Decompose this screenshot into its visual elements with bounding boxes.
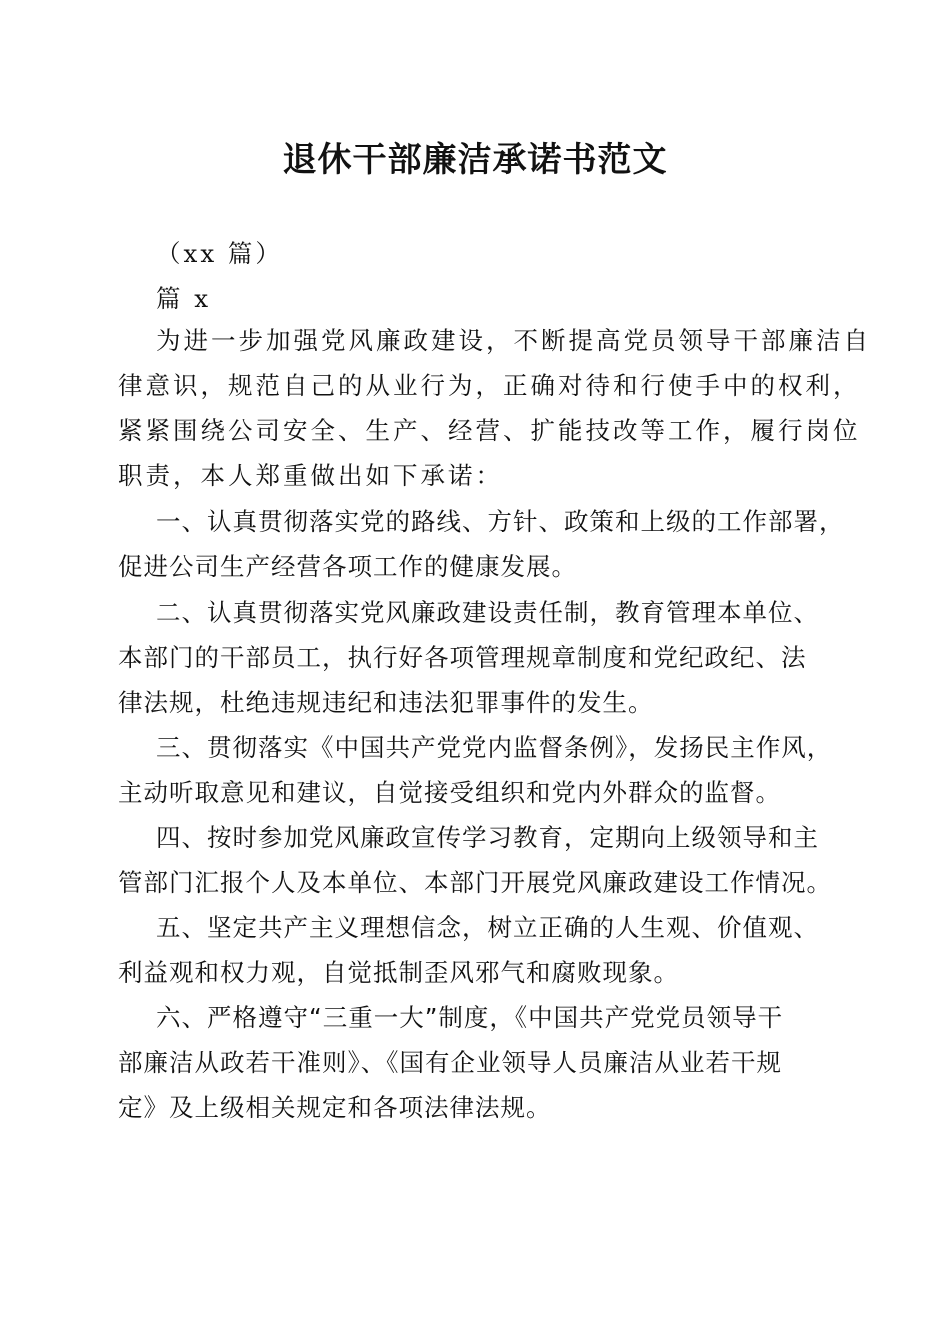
commitment-line: 四、按时参加党风廉政宣传学习教育，定期向上级领导和主 — [156, 823, 819, 852]
commitment-line: 三、贯彻落实《中国共产党党内监督条例》，发扬民主作风， — [156, 733, 833, 762]
commitment-line: 律法规，杜绝违规违纪和违法犯罪事件的发生。 — [118, 688, 654, 717]
preamble-line: 职责，本人郑重做出如下承诺： — [118, 461, 503, 490]
commitment-line: 一、认真贯彻落实党的路线、方针、政策和上级的工作部署， — [156, 507, 845, 536]
commitment-line: 定》及上级相关规定和各项法律法规。 — [118, 1093, 552, 1122]
section-label: 篇 x — [156, 284, 212, 313]
count-note: （xx 篇） — [156, 239, 283, 268]
commitment-line: 六、严格遵守“三重一大”制度，《中国共产党党员领导干 — [156, 1003, 784, 1032]
commitment-line: 二、认真贯彻落实党风廉政建设责任制，教育管理本单位、 — [156, 598, 819, 627]
preamble-line: 为进一步加强党风廉政建设，不断提高党员领导干部廉洁自 — [156, 326, 871, 355]
commitment-line: 促进公司生产经营各项工作的健康发展。 — [118, 552, 577, 581]
preamble-line: 紧紧围绕公司安全、生产、经营、扩能技改等工作，履行岗位 — [118, 416, 861, 445]
document-title: 退休干部廉洁承诺书范文 — [282, 140, 668, 180]
commitment-line: 利益观和权力观，自觉抵制歪风邪气和腐败现象。 — [118, 958, 679, 987]
commitment-line: 主动听取意见和建议，自觉接受组织和党内外群众的监督。 — [118, 778, 781, 807]
commitment-line: 本部门的干部员工，执行好各项管理规章制度和党纪政纪、法 — [118, 643, 807, 672]
commitment-line: 部廉洁从政若干准则》、《国有企业领导人员廉洁从业若干规 — [118, 1048, 782, 1077]
preamble-line: 律意识，规范自己的从业行为，正确对待和行使手中的权利， — [118, 371, 861, 400]
commitment-line: 五、坚定共产主义理想信念，树立正确的人生观、价值观、 — [156, 913, 819, 942]
commitment-line: 管部门汇报个人及本单位、本部门开展党风廉政建设工作情况。 — [118, 868, 832, 897]
